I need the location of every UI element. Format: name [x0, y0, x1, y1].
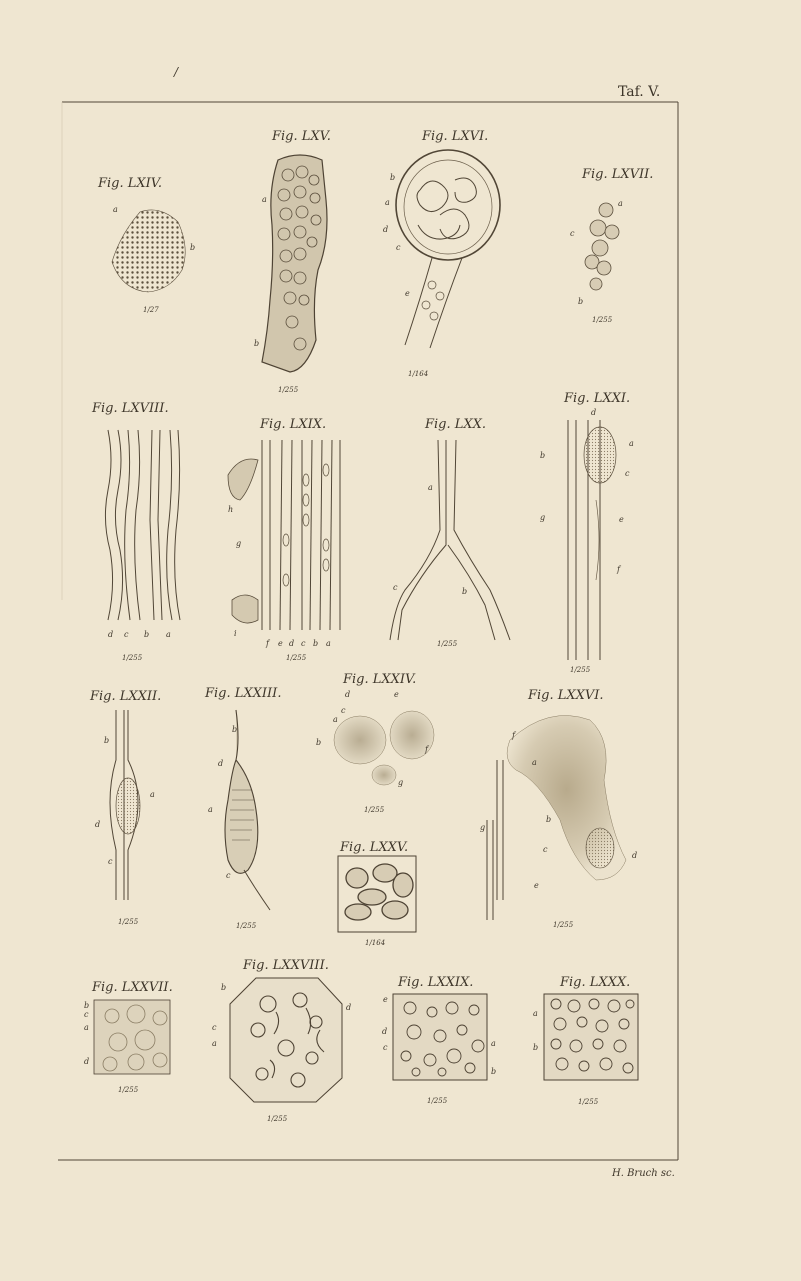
fig-lxxvi-letter-d: d: [632, 851, 638, 860]
fig-lxxvi-letter-f: f: [512, 731, 515, 740]
fig-lxx: [390, 417, 510, 648]
slash-mark: /: [174, 65, 179, 79]
fig-lxxviii-letter-d: d: [346, 1003, 352, 1012]
fig-lxxiv: [316, 672, 434, 814]
fig-lxviii: [91, 401, 180, 662]
fig-lxxii-letter-d: d: [95, 820, 101, 829]
fig-lxxiii: [204, 686, 281, 930]
fig-lxix-letter-f: f: [266, 639, 269, 648]
fig-lxxii-letter-b: b: [104, 736, 110, 745]
fig-lxix-scale: 1/255: [286, 654, 307, 662]
fig-lxxvii-letter-d: d: [84, 1057, 90, 1066]
fig-lxxiii-letter-d: d: [218, 759, 224, 768]
fig-lxxix-letter-a: a: [491, 1039, 496, 1048]
fig-lxxvii-letter-c: c: [84, 1010, 89, 1019]
fig-lxvii-title: Fig. LXVII.: [582, 167, 654, 182]
fig-lxv: [254, 129, 331, 394]
fig-lxxiii-letter-b: b: [232, 725, 238, 734]
fig-lxxv-title: Fig. LXXV.: [340, 840, 409, 855]
fig-lxxvii: [84, 980, 173, 1094]
fig-lxxiv-letter-f: f: [425, 745, 428, 754]
fig-lxxvi-letter-e: e: [534, 881, 539, 890]
fig-lxix-letter-e: e: [278, 639, 283, 648]
fig-lxix-title: Fig. LXIX.: [260, 417, 327, 432]
fig-lxvi-scale: 1/164: [408, 370, 429, 378]
fig-lxviii-title: Fig. LXVIII.: [92, 401, 169, 416]
fig-lxxviii-title: Fig. LXXVIII.: [243, 958, 329, 973]
fig-lxxiv-letter-c: c: [341, 706, 346, 715]
fig-lxvi: [383, 129, 500, 378]
fig-lxvi-letter-a: a: [385, 198, 390, 207]
fig-lxxvi-title: Fig. LXXVI.: [528, 688, 604, 703]
fig-lxxiv-title: Fig. LXXIV.: [343, 672, 417, 687]
fig-lxxiv-letter-e: e: [394, 690, 399, 699]
fig-lxiv: [97, 176, 195, 314]
fig-lxxvii-title: Fig. LXXVII.: [92, 980, 173, 995]
fig-lxxviii-letter-a: a: [212, 1039, 217, 1048]
fig-lxix-letter-d: d: [289, 639, 295, 648]
fig-lxxvii-letter-a: a: [84, 1023, 89, 1032]
fig-lxxi-scale: 1/255: [570, 666, 591, 674]
fig-lxxi-title: Fig. LXXI.: [564, 391, 631, 406]
fig-lxvi-letter-e: e: [405, 289, 410, 298]
fig-lxxiv-letter-g: g: [398, 778, 404, 787]
fig-lxxii-letter-a: a: [150, 790, 155, 799]
fig-lxx-letter-b: b: [462, 587, 468, 596]
fig-lxiv-scale: 1/27: [143, 306, 159, 314]
fig-lxix-letter-h: h: [228, 505, 234, 514]
fig-lxxx-title: Fig. LXXX.: [560, 975, 631, 990]
fig-lxix-letter-c: c: [301, 639, 306, 648]
fig-lxvi-letter-c: c: [396, 243, 401, 252]
fig-lxvi-letter-b: b: [390, 173, 396, 182]
fig-lxix: [228, 417, 340, 662]
fig-lxviii-letter-a: a: [166, 630, 171, 639]
fig-lxxiv-letter-d: d: [345, 690, 351, 699]
fig-lxx-scale: 1/255: [437, 640, 458, 648]
fig-lxv-letter-a: a: [262, 195, 267, 204]
fig-lxxv: [338, 840, 416, 947]
fig-lxix-letter-a: a: [326, 639, 331, 648]
fig-lxxii: [89, 689, 161, 926]
fig-lxxvii-scale: 1/255: [118, 1086, 139, 1094]
fig-lxxiii-scale: 1/255: [236, 922, 257, 930]
fig-lxiv-title: Fig. LXIV.: [98, 176, 163, 191]
fig-lxxvii-letter-b: b: [84, 1001, 90, 1010]
fig-lxxv-scale: 1/164: [365, 939, 386, 947]
fig-lxxix-letter-e: e: [383, 995, 388, 1004]
fig-lxvi-letter-d: d: [383, 225, 389, 234]
fig-lxxii-title: Fig. LXXII.: [90, 689, 162, 704]
fig-lxxi: [540, 391, 634, 674]
fig-lxxii-scale: 1/255: [118, 918, 139, 926]
fig-lxxii-letter-c: c: [108, 857, 113, 866]
fig-lxxiii-letter-c: c: [226, 871, 231, 880]
fig-lxxvi: [480, 688, 637, 929]
fig-lxvii-letter-c: c: [570, 229, 575, 238]
fig-lxxx-letter-b: b: [533, 1043, 539, 1052]
fig-lxvi-title: Fig. LXVI.: [422, 129, 489, 144]
fig-lxix-letter-b: b: [313, 639, 319, 648]
fig-lxxvi-letter-b: b: [546, 815, 552, 824]
fig-lxxix-letter-d: d: [382, 1027, 388, 1036]
fig-lxvii-letter-a: a: [618, 199, 623, 208]
fig-lxxix-letter-c: c: [383, 1043, 388, 1052]
fig-lxvii: [570, 167, 653, 324]
fig-lxxvi-letter-c: c: [543, 845, 548, 854]
fig-lxvii-scale: 1/255: [592, 316, 613, 324]
fig-lxxix-letter-b: b: [491, 1067, 497, 1076]
fig-lxxiii-letter-a: a: [208, 805, 213, 814]
fig-lxxi-letter-d: d: [591, 408, 597, 417]
fig-lxxviii-letter-c: c: [212, 1023, 217, 1032]
fig-lxv-title: Fig. LXV.: [272, 129, 331, 144]
fig-lxxx: [533, 975, 638, 1106]
fig-lxiv-letter-b: b: [190, 243, 196, 252]
plate-title: Taf. V.: [618, 84, 661, 100]
fig-lxxiv-letter-b: b: [316, 738, 322, 747]
fig-lxviii-letter-c: c: [124, 630, 129, 639]
fig-lxx-letter-c: c: [393, 583, 398, 592]
fig-lxxi-letter-g: g: [540, 513, 546, 522]
fig-lxix-letter-g: g: [236, 539, 242, 548]
fig-lxxi-letter-c: c: [625, 469, 630, 478]
fig-lxviii-letter-b: b: [144, 630, 150, 639]
fig-lxxix-title: Fig. LXXIX.: [398, 975, 474, 990]
engraver-credit: H. Bruch sc.: [612, 1168, 675, 1179]
fig-lxxvi-letter-g: g: [480, 823, 486, 832]
fig-lxviii-scale: 1/255: [122, 654, 143, 662]
fig-lxxiv-scale: 1/255: [364, 806, 385, 814]
fig-lxv-letter-b: b: [254, 339, 260, 348]
fig-lxx-title: Fig. LXX.: [425, 417, 487, 432]
fig-lxiv-letter-a: a: [113, 205, 118, 214]
fig-lxxvi-letter-a: a: [532, 758, 537, 767]
fig-lxxiii-title: Fig. LXXIII.: [205, 686, 282, 701]
fig-lxviii-letter-d: d: [108, 630, 114, 639]
fig-lxxx-scale: 1/255: [578, 1098, 599, 1106]
fig-lxxviii: [212, 958, 351, 1123]
fig-lxvii-letter-b: b: [578, 297, 584, 306]
fig-lxxi-letter-a: a: [629, 439, 634, 448]
fig-lxix-letter-i: i: [234, 629, 237, 638]
fig-lxxvi-scale: 1/255: [553, 921, 574, 929]
fig-lxxviii-scale: 1/255: [267, 1115, 288, 1123]
fig-lxxviii-letter-b: b: [221, 983, 227, 992]
fig-lxv-scale: 1/255: [278, 386, 299, 394]
fig-lxxi-letter-f: f: [617, 565, 620, 574]
fig-lxxi-letter-b: b: [540, 451, 546, 460]
fig-lxxx-letter-a: a: [533, 1009, 538, 1018]
fig-lxxix-scale: 1/255: [427, 1097, 448, 1105]
fig-lxxi-letter-e: e: [619, 515, 624, 524]
fig-lxxix: [382, 975, 496, 1105]
fig-lxx-letter-a: a: [428, 483, 433, 492]
fig-lxxiv-letter-a: a: [333, 715, 338, 724]
